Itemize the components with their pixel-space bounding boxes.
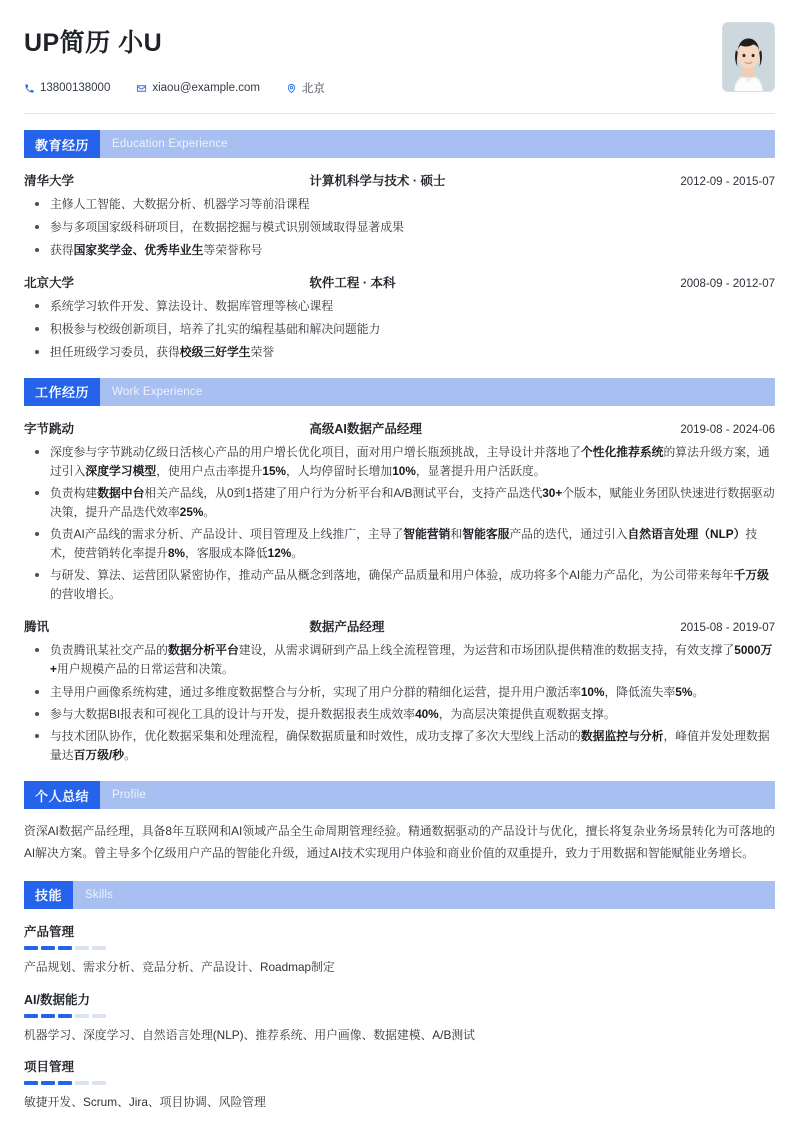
section-header-work	[24, 378, 775, 406]
skill-level-segment	[75, 1014, 89, 1018]
bullet-item	[24, 727, 775, 765]
highlight-text: 数据监控与分析	[580, 728, 664, 743]
entry-header	[24, 617, 775, 635]
skill-item	[24, 1057, 775, 1112]
skill-level-segment	[92, 1081, 106, 1085]
contact-location-text: 北京	[301, 83, 325, 96]
section-profile	[24, 781, 775, 865]
entry-organization: 腾讯	[24, 620, 50, 635]
bullet-item	[24, 641, 775, 679]
header-left	[24, 22, 325, 96]
entry-title: 数据产品经理	[309, 620, 385, 635]
bullet-item	[24, 195, 775, 214]
plain-text: 负责AI产品线的需求分析、产品设计、项目管理及上线推广，主导了	[50, 526, 404, 541]
entry-bullet-list	[24, 443, 775, 605]
skill-level-indicator	[24, 946, 775, 950]
plain-text: 的营收增长。	[50, 587, 121, 602]
bullet-item	[24, 566, 775, 604]
plain-text: 系统学习软件开发、算法设计、数据库管理等核心课程	[50, 298, 334, 313]
highlight-text: 40%	[415, 706, 439, 721]
profile-text: 资深AI数据产品经理，具备8年互联网和AI领域产品全生命周期管理经验。精通数据驱动的产品设计与优化，擅长将复杂业务场景转化为可落地的AI解决方案。曾主导多个亿级用户产品的智能化升级，通过AI技术实现用户体验和商业价值的双重提升，致力于用数据和智能赋能业务增长。	[24, 824, 775, 860]
plain-text: ，显著提升用户活跃度。	[415, 463, 546, 478]
location-icon	[286, 83, 297, 94]
entry-header	[24, 171, 775, 189]
skill-level-segment	[41, 946, 55, 950]
avatar-portrait-icon	[723, 23, 774, 91]
section-title-cn: 个人总结	[24, 781, 100, 809]
entry-header	[24, 273, 775, 291]
plain-text: 的算法升级方案，通过引入	[50, 444, 770, 478]
plain-text: 。	[692, 684, 705, 699]
plain-text: ，峰值并发处理数据量达	[50, 728, 770, 762]
section-header-education	[24, 130, 775, 158]
plain-text: 积极参与校级创新项目，培养了扎实的编程基础和解决问题能力	[50, 321, 381, 336]
skill-level-segment	[41, 1081, 55, 1085]
skill-level-segment	[75, 946, 89, 950]
skill-item	[24, 990, 775, 1045]
plain-text: 产品的迭代，通过引入	[509, 526, 628, 541]
section-title-cn: 技能	[24, 881, 73, 909]
entry-bullet-list	[24, 641, 775, 765]
highlight-text: 15%	[262, 463, 287, 478]
highlight-text: 个性化推荐系统	[580, 444, 664, 459]
plain-text: ，降低流失率	[604, 684, 676, 699]
envelope-icon	[136, 83, 147, 94]
plain-text: 建设，从需求调研到产品上线全流程管理，为运营和市场团队提供精准的数据支持，有效支撑了	[238, 643, 735, 658]
plain-text: 用户规模产品的日常运营和决策。	[56, 662, 234, 677]
section-header-skills	[24, 881, 775, 909]
plain-text: 参与多项国家级科研项目，在数据挖掘与模式识别领域取得显著成果	[50, 220, 404, 235]
skill-level-segment	[92, 1014, 106, 1018]
resume-header	[24, 0, 775, 96]
phone-icon	[24, 83, 35, 94]
plain-text: 个版本，赋能业务团队快速进行数据驱动决策，提升产品迭代效率	[50, 485, 775, 519]
section-title-cn: 工作经历	[24, 378, 100, 406]
skill-level-segment	[75, 1081, 89, 1085]
experience-entry	[24, 617, 775, 765]
skill-level-segment	[92, 946, 106, 950]
highlight-text: 校级三好学生	[179, 344, 251, 359]
plain-text: 负责腾讯某社交产品的	[50, 643, 168, 658]
highlight-text: 30+	[542, 485, 563, 500]
plain-text: 担任班级学习委员，获得	[50, 344, 180, 359]
plain-text: 与技术团队协作，优化数据采集和处理流程，确保数据质量和时效性，成功支撑了多次大型线上活动的	[50, 728, 581, 743]
highlight-text: 10%	[580, 684, 605, 699]
section-title-en: Skills	[85, 888, 114, 901]
plain-text: 获得	[50, 243, 74, 257]
plain-text: 深度参与字节跳动亿级日活核心产品的用户增长优化项目，面对用户增长瓶颈挑战，主导设计并落地了	[50, 444, 581, 459]
skill-name: AI/数据能力	[24, 992, 90, 1007]
plain-text: 参与大数据BI报表和可视化工具的设计与开发，提升数据报表生成效率	[50, 706, 416, 721]
section-header-profile	[24, 781, 775, 809]
highlight-text: 自然语言处理（NLP）	[627, 526, 746, 541]
highlight-text: 深度学习模型	[85, 463, 157, 478]
education-entries	[24, 171, 775, 361]
highlight-text: 12%	[267, 546, 292, 561]
experience-entry	[24, 171, 775, 260]
plain-text: 荣誉	[250, 344, 275, 359]
section-title-en: Education Experience	[112, 138, 228, 151]
plain-text: 负责构建	[50, 485, 98, 500]
skill-detail: 产品规划、需求分析、竞品分析、产品设计、Roadmap制定	[24, 959, 335, 974]
skill-level-segment	[58, 946, 72, 950]
plain-text: 主修人工智能、大数据分析、机器学习等前沿课程	[50, 197, 310, 212]
plain-text: ，使用户点击率提升	[156, 463, 263, 478]
entry-organization: 字节跳动	[24, 421, 75, 436]
section-work	[24, 378, 775, 766]
bullet-item	[24, 218, 775, 237]
highlight-text: 5%	[675, 684, 693, 699]
entry-header	[24, 419, 775, 437]
highlight-text: 10%	[392, 463, 416, 478]
plain-text: ，客服成本降低	[185, 546, 268, 561]
experience-entry	[24, 419, 775, 605]
entry-date: 2019-08 - 2024-06	[680, 423, 775, 436]
skill-level-segment	[58, 1081, 72, 1085]
plain-text: 。	[203, 504, 216, 519]
plain-text: ，人均停留时长增加	[286, 463, 393, 478]
bullet-item	[24, 443, 775, 481]
plain-text: 。	[291, 546, 304, 561]
skill-item	[24, 922, 775, 977]
plain-text: 和	[450, 526, 463, 541]
contact-email-text: xiaou@example.com	[152, 82, 260, 95]
skill-level-indicator	[24, 1014, 775, 1018]
section-title-en: Profile	[112, 789, 147, 802]
plain-text: 等荣誉称号	[203, 243, 263, 257]
highlight-text: 数据分析平台	[167, 643, 239, 658]
bullet-item	[24, 484, 775, 522]
section-title-en: Work Experience	[112, 385, 203, 398]
highlight-text: 千万级	[733, 568, 769, 583]
page-title: UP简历 小U	[24, 29, 163, 57]
entry-date: 2012-09 - 2015-07	[680, 176, 775, 189]
highlight-text: 8%	[167, 546, 186, 561]
section-education	[24, 130, 775, 361]
work-entries	[24, 419, 775, 766]
skill-level-segment	[58, 1014, 72, 1018]
skill-detail: 敏捷开发、Scrum、Jira、项目协调、风险管理	[24, 1095, 266, 1110]
entry-bullet-list	[24, 195, 775, 260]
bullet-item	[24, 320, 775, 339]
highlight-text: 25%	[179, 504, 204, 519]
skill-name: 项目管理	[24, 1060, 75, 1075]
plain-text: 。	[124, 747, 136, 762]
skill-level-segment	[24, 1081, 38, 1085]
header-divider	[24, 113, 775, 114]
bullet-item	[24, 343, 775, 362]
avatar	[722, 22, 775, 92]
skill-level-segment	[24, 946, 38, 950]
highlight-text: 数据中台	[97, 485, 145, 500]
plain-text: 技术，使营销转化率提升	[50, 526, 758, 561]
plain-text: 主导用户画像系统构建，通过多维度数据整合与分析，实现了用户分群的精细化运营，提升用户激活率	[50, 684, 581, 699]
highlight-text: 5000万+	[50, 643, 773, 677]
skill-list	[24, 922, 775, 1113]
experience-entry	[24, 273, 775, 362]
skill-detail: 机器学习、深度学习、自然语言处理(NLP)、推荐系统、用户画像、数据建模、A/B测试	[24, 1027, 475, 1042]
contact-phone-text: 13800138000	[40, 82, 111, 95]
entry-date: 2015-08 - 2019-07	[680, 622, 775, 635]
entry-bullet-list	[24, 297, 775, 362]
plain-text: 相关产品线，从0到1搭建了用户行为分析平台和A/B测试平台，支持产品迭代	[144, 485, 543, 500]
highlight-text: 智能营销	[403, 526, 451, 541]
highlight-text: 百万级/秒	[73, 747, 125, 762]
skill-name: 产品管理	[24, 924, 75, 939]
contact-phone	[24, 82, 110, 94]
bullet-item	[24, 297, 775, 316]
skill-level-indicator	[24, 1081, 775, 1085]
skill-level-segment	[41, 1014, 55, 1018]
highlight-text: 国家奖学金、优秀毕业生	[73, 243, 204, 257]
section-title-cn: 教育经历	[24, 130, 100, 158]
contact-list	[24, 80, 325, 96]
plain-text: 与研发、算法、运营团队紧密协作，推动产品从概念到落地，确保产品质量和用户体验，成功将多个AI能力产品化，为公司带来每年	[50, 568, 734, 583]
bullet-item	[24, 525, 775, 563]
entry-date: 2008-09 - 2012-07	[680, 277, 775, 290]
skill-level-segment	[24, 1014, 38, 1018]
contact-email	[136, 82, 260, 94]
section-skills	[24, 881, 775, 1113]
bullet-item	[24, 241, 775, 260]
entry-title: 软件工程 · 本科	[309, 275, 396, 290]
highlight-text: 智能客服	[462, 526, 510, 541]
entry-organization: 清华大学	[24, 174, 75, 189]
entry-organization: 北京大学	[24, 275, 75, 290]
entry-title: 计算机科学与技术 · 硕士	[309, 174, 446, 189]
contact-location	[286, 80, 325, 96]
plain-text: ，为高层决策提供直观数据支撑。	[438, 706, 616, 721]
bullet-item	[24, 683, 775, 702]
bullet-item	[24, 705, 775, 724]
entry-title: 高级AI数据产品经理	[309, 421, 422, 436]
